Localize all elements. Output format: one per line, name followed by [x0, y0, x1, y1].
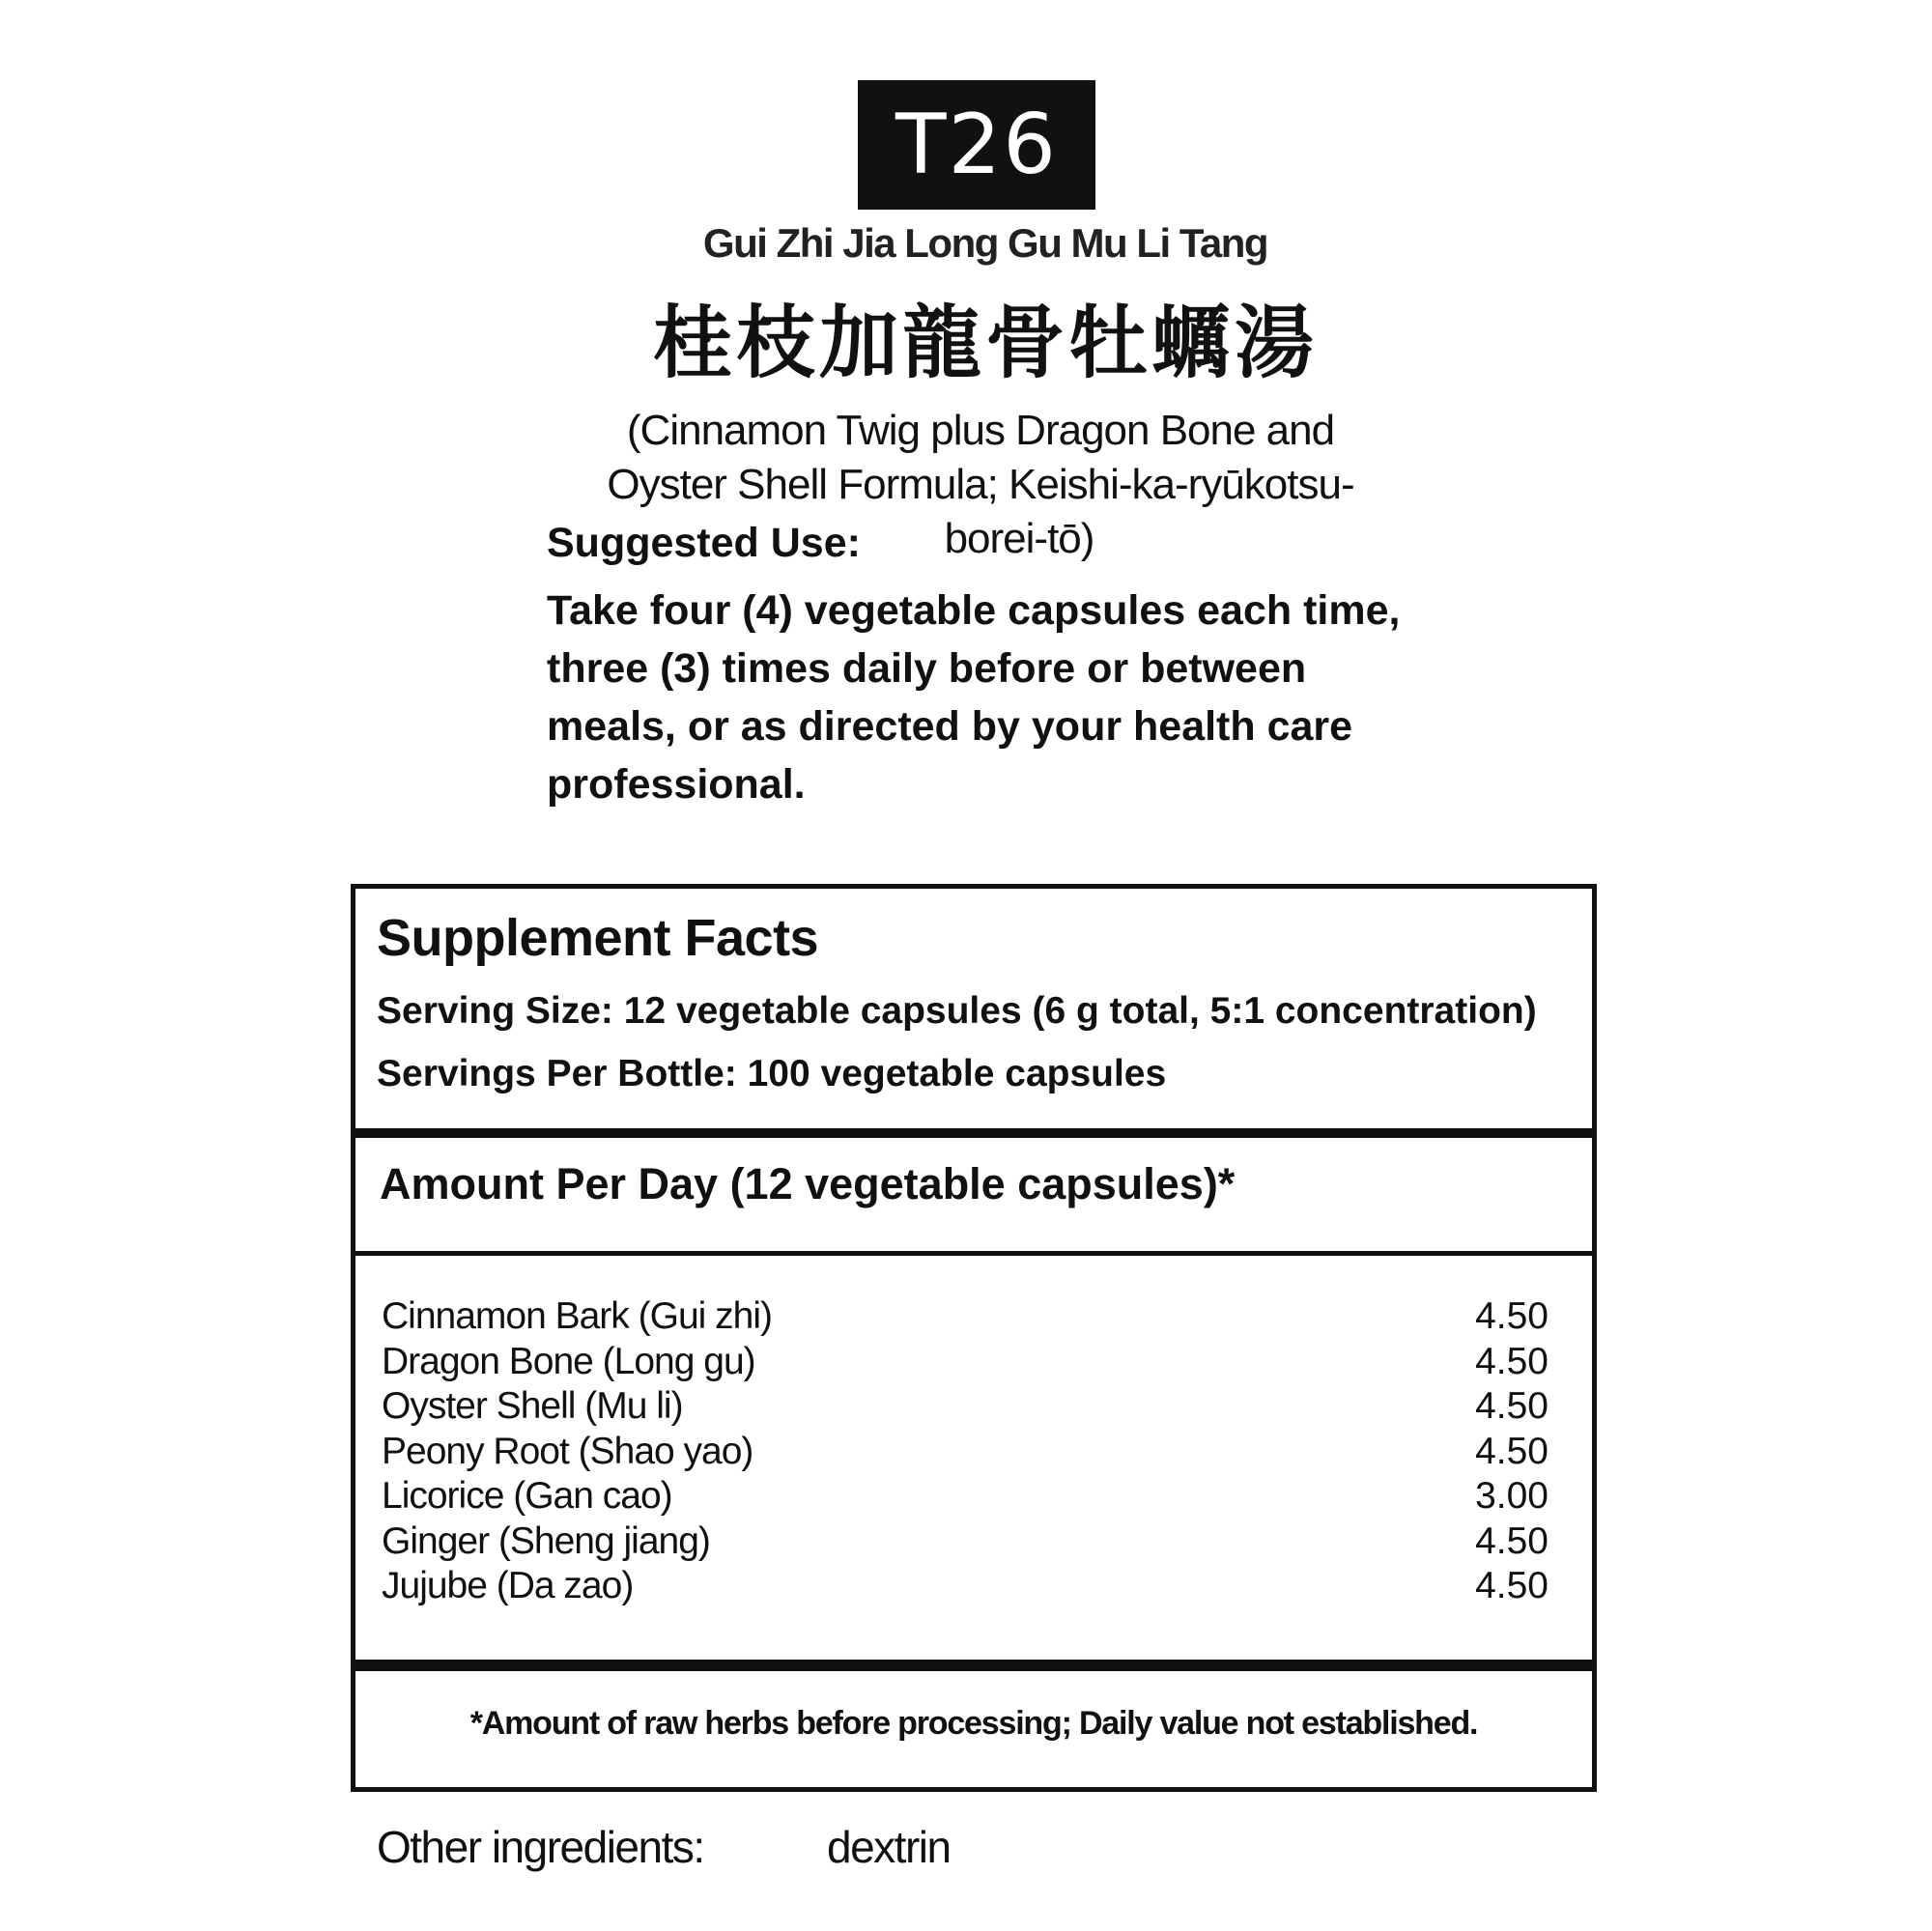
footnote: *Amount of raw herbs before processing; Daily value not established.: [469, 1705, 1478, 1742]
pinyin-name: Gui Zhi Jia Long Gu Mu Li Tang: [702, 220, 1268, 266]
chinese-name: 桂枝加龍骨牡蠣湯: [652, 297, 1318, 389]
ingredient-amount: 4.50: [1475, 1385, 1548, 1428]
divider-thin-1: [351, 1251, 1597, 1256]
ingredient-amount: 4.50: [1475, 1295, 1548, 1338]
ingredient-amount: 4.50: [1475, 1519, 1548, 1562]
ingredient-amount: 4.50: [1475, 1340, 1548, 1382]
suggested-use-text: Take four (4) vegetable capsules each time, three (3) times daily before or between meals, or as directed by your health care professional.: [547, 587, 1401, 808]
ingredient-row: [382, 1384, 1560, 1430]
ingredient-row: [382, 1294, 1560, 1340]
ingredient-name: Licorice (Gan cao): [382, 1475, 672, 1518]
other-ingredients-label: Other ingredients:: [377, 1822, 704, 1872]
ingredient-name: Jujube (Da zao): [382, 1565, 634, 1607]
other-ingredients-value: dextrin: [827, 1822, 951, 1872]
servings-per-bottle: Servings Per Bottle: 100 vegetable capsules: [377, 1053, 1167, 1094]
ingredient-list: [382, 1294, 1560, 1609]
ingredient-row: [382, 1430, 1560, 1475]
ingredient-row: [382, 1519, 1560, 1565]
english-name-line-3: borei-tō): [944, 515, 1094, 562]
divider-thick-1: [351, 1128, 1597, 1138]
ingredient-amount: 4.50: [1475, 1565, 1548, 1607]
divider-thick-2: [351, 1660, 1597, 1671]
formula-code: T26: [895, 97, 1058, 193]
amount-per-day-header: Amount Per Day (12 vegetable capsules)*: [380, 1159, 1236, 1208]
suggested-use-label: Suggested Use:: [547, 520, 861, 566]
english-name-line-1: (Cinnamon Twig plus Dragon Bone and: [626, 407, 1335, 454]
english-name-line-2: Oyster Shell Formula; Keishi-ka-ryūkotsu-: [607, 461, 1354, 508]
supplement-facts-title: Supplement Facts: [377, 909, 819, 967]
ingredient-name: Cinnamon Bark (Gui zhi): [382, 1295, 772, 1338]
ingredient-row: [382, 1564, 1560, 1609]
ingredient-name: Ginger (Sheng jiang): [382, 1519, 710, 1562]
ingredient-name: Dragon Bone (Long gu): [382, 1340, 755, 1382]
ingredient-name: Peony Root (Shao yao): [382, 1430, 753, 1472]
formula-code-badge: [858, 80, 1095, 210]
ingredient-amount: 3.00: [1475, 1475, 1548, 1518]
serving-size: Serving Size: 12 vegetable capsules (6 g total, 5:1 concentration): [377, 990, 1537, 1032]
ingredient-name: Oyster Shell (Mu li): [382, 1385, 683, 1428]
ingredient-amount: 4.50: [1475, 1430, 1548, 1472]
ingredient-row: [382, 1474, 1560, 1519]
ingredient-row: [382, 1340, 1560, 1385]
